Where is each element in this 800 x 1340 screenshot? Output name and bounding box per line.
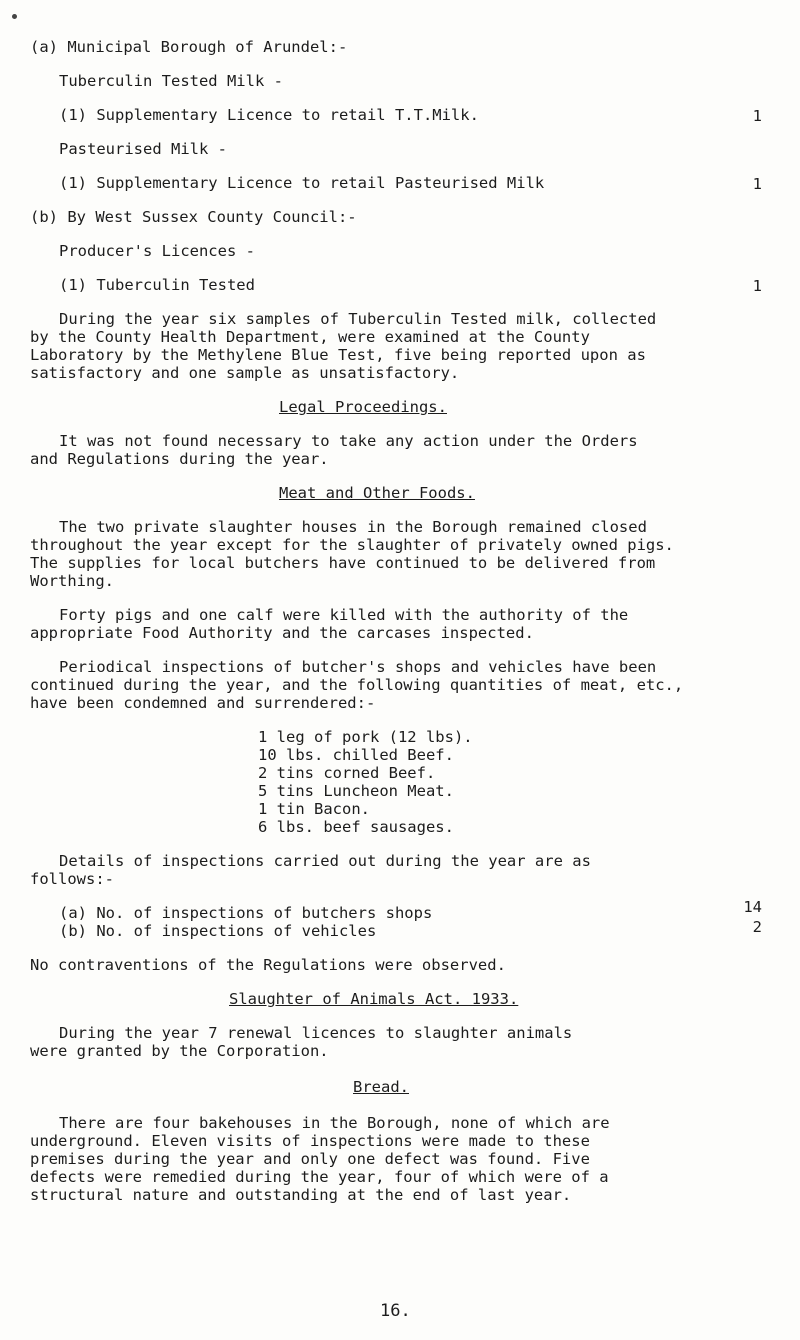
bread-line-2: underground. Eleven visits of inspections were made to these xyxy=(30,1132,590,1150)
meat-para1-line-4: Worthing. xyxy=(30,572,114,590)
bullet-mark xyxy=(12,14,17,19)
legal-line-1: It was not found necessary to take any action under the Orders xyxy=(59,432,638,450)
pasteurised-title: Pasteurised Milk - xyxy=(59,140,227,158)
meat-para3-line-2: continued during the year, and the following quantities of meat, etc., xyxy=(30,676,684,694)
ttm-count: 1 xyxy=(752,107,762,125)
producer-item: (1) Tuberculin Tested xyxy=(59,276,255,294)
slaughter-line-2: were granted by the Corporation. xyxy=(30,1042,329,1060)
samples-line-4: satisfactory and one sample as unsatisfactory. xyxy=(30,364,460,382)
condemned-item-1: 1 leg of pork (12 lbs). xyxy=(258,728,473,746)
details-line-2: follows:- xyxy=(30,870,114,888)
condemned-item-6: 6 lbs. beef sausages. xyxy=(258,818,454,836)
section-a-heading: (a) Municipal Borough of Arundel:- xyxy=(30,38,348,56)
ttm-item: (1) Supplementary Licence to retail T.T.Milk. xyxy=(59,106,479,124)
condemned-item-4: 5 tins Luncheon Meat. xyxy=(258,782,454,800)
bread-line-3: premises during the year and only one defect was found. Five xyxy=(30,1150,590,1168)
ttm-title: Tuberculin Tested Milk - xyxy=(59,72,283,90)
producer-title: Producer's Licences - xyxy=(59,242,255,260)
section-b-heading: (b) By West Sussex County Council:- xyxy=(30,208,357,226)
inspections-vehicles-label: (b) No. of inspections of vehicles xyxy=(59,922,377,940)
slaughter-heading: Slaughter of Animals Act. 1933. xyxy=(229,990,519,1008)
bread-line-1: There are four bakehouses in the Borough, none of which are xyxy=(59,1114,610,1132)
producer-count: 1 xyxy=(752,277,762,295)
condemned-item-3: 2 tins corned Beef. xyxy=(258,764,436,782)
meat-para1-line-1: The two private slaughter houses in the Borough remained closed xyxy=(59,518,647,536)
inspections-vehicles-value: 2 xyxy=(752,918,762,936)
bread-heading: Bread. xyxy=(353,1078,409,1096)
meat-para2-line-1: Forty pigs and one calf were killed with the authority of the xyxy=(59,606,629,624)
inspections-shops-label: (a) No. of inspections of butchers shops xyxy=(59,904,433,922)
samples-line-3: Laboratory by the Methylene Blue Test, five being reported upon as xyxy=(30,346,646,364)
legal-line-2: and Regulations during the year. xyxy=(30,450,329,468)
pasteurised-count: 1 xyxy=(752,175,762,193)
details-line-1: Details of inspections carried out during the year are as xyxy=(59,852,591,870)
samples-line-2: by the County Health Department, were examined at the County xyxy=(30,328,590,346)
inspections-shops-value: 14 xyxy=(743,898,762,916)
condemned-item-5: 1 tin Bacon. xyxy=(258,800,370,818)
no-contraventions: No contraventions of the Regulations were observed. xyxy=(30,956,506,974)
meat-para1-line-2: throughout the year except for the slaughter of privately owned pigs. xyxy=(30,536,674,554)
page-number: 16. xyxy=(380,1301,411,1321)
meat-para1-line-3: The supplies for local butchers have continued to be delivered from xyxy=(30,554,656,572)
meat-heading: Meat and Other Foods. xyxy=(279,484,475,502)
meat-para3-line-1: Periodical inspections of butcher's shops and vehicles have been xyxy=(59,658,657,676)
bread-line-5: structural nature and outstanding at the end of last year. xyxy=(30,1186,572,1204)
legal-heading: Legal Proceedings. xyxy=(279,398,447,416)
pasteurised-item: (1) Supplementary Licence to retail Pasteurised Milk xyxy=(59,174,545,192)
samples-line-1: During the year six samples of Tuberculin Tested milk, collected xyxy=(59,310,657,328)
condemned-item-2: 10 lbs. chilled Beef. xyxy=(258,746,454,764)
slaughter-line-1: During the year 7 renewal licences to slaughter animals xyxy=(59,1024,573,1042)
meat-para2-line-2: appropriate Food Authority and the carcases inspected. xyxy=(30,624,534,642)
bread-line-4: defects were remedied during the year, four of which were of a xyxy=(30,1168,609,1186)
meat-para3-line-3: have been condemned and surrendered:- xyxy=(30,694,376,712)
